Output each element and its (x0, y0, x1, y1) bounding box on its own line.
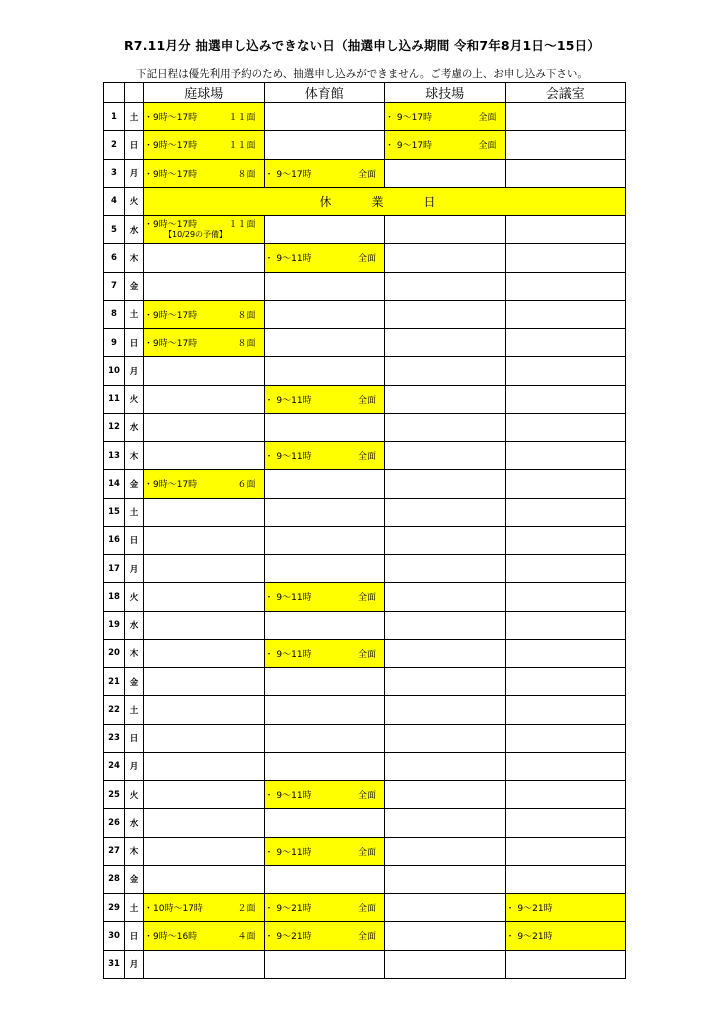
booking-line (265, 845, 385, 858)
booking-area: 全面 (357, 593, 376, 604)
cell-gymnasium (264, 752, 385, 780)
weekday: 月 (125, 159, 144, 187)
booking-time: ・ 9〜17時 (385, 113, 433, 124)
booking-line (385, 110, 505, 123)
cell-meeting-room (505, 922, 626, 950)
day-number: 2 (104, 131, 125, 159)
schedule-body (104, 103, 626, 979)
day-number: 21 (104, 668, 125, 696)
booking-area: 全面 (357, 254, 376, 265)
booking-time: ・ 9〜17時 (264, 169, 312, 180)
booking-time: ・ 9〜21時 (505, 932, 553, 943)
weekday: 木 (125, 837, 144, 865)
booking-line (144, 336, 264, 349)
cell-meeting-room (505, 950, 626, 978)
table-row (104, 442, 626, 470)
weekday: 水 (125, 216, 144, 244)
table-row (104, 526, 626, 554)
cell-gymnasium (264, 272, 385, 300)
cell-ball-field (385, 555, 506, 583)
booking-line (265, 251, 385, 264)
booking-line (385, 138, 505, 151)
cell-gymnasium (264, 950, 385, 978)
cell-ball-field (385, 865, 506, 893)
notice-text: 下記日程は優先利用予約のため、抽選申し込みができません。ご考慮の上、お申し込み下さい。 (136, 68, 588, 80)
booking-line (265, 167, 385, 180)
day-number: 20 (104, 639, 125, 667)
cell-gymnasium (264, 131, 385, 159)
booking-area: ８面 (237, 169, 256, 180)
weekday: 土 (125, 103, 144, 131)
cell-tennis-court (144, 357, 265, 385)
weekday: 金 (125, 865, 144, 893)
booking-time: ・9時〜17時 (144, 169, 198, 180)
table-row (104, 922, 626, 950)
cell-gymnasium (264, 668, 385, 696)
cell-meeting-room (505, 385, 626, 413)
cell-meeting-room (505, 216, 626, 244)
cell-ball-field (385, 526, 506, 554)
cell-meeting-room (505, 413, 626, 441)
booking-time: ・10時〜17時 (144, 904, 203, 915)
weekday: 日 (125, 329, 144, 357)
booking-time: ・9時〜17時 (144, 113, 198, 124)
booking-area: １１面 (228, 113, 256, 124)
day-number: 11 (104, 385, 125, 413)
weekday: 土 (125, 498, 144, 526)
weekday: 土 (125, 696, 144, 724)
day-number: 13 (104, 442, 125, 470)
cell-gymnasium (264, 357, 385, 385)
cell-ball-field (385, 894, 506, 922)
day-number: 27 (104, 837, 125, 865)
cell-tennis-court (144, 470, 265, 498)
cell-meeting-room (505, 809, 626, 837)
cell-ball-field (385, 639, 506, 667)
cell-ball-field (385, 385, 506, 413)
day-number: 22 (104, 696, 125, 724)
booking-time: ・ 9〜11時 (264, 649, 312, 660)
table-row (104, 809, 626, 837)
cell-gymnasium (264, 385, 385, 413)
cell-gymnasium (264, 329, 385, 357)
cell-tennis-court (144, 329, 265, 357)
cell-gymnasium (264, 639, 385, 667)
booking-area: 全面 (478, 113, 497, 124)
day-number: 29 (104, 894, 125, 922)
cell-ball-field (385, 470, 506, 498)
cell-gymnasium (264, 300, 385, 328)
table-row (104, 498, 626, 526)
cell-gymnasium (264, 724, 385, 752)
weekday: 日 (125, 526, 144, 554)
weekday: 土 (125, 300, 144, 328)
cell-gymnasium (264, 413, 385, 441)
booking-line (144, 110, 264, 123)
booking-area: 全面 (357, 169, 376, 180)
booking-time: ・9時〜16時 (144, 932, 198, 943)
table-row (104, 103, 626, 131)
cell-gymnasium (264, 583, 385, 611)
booking-area: 全面 (357, 847, 376, 858)
cell-ball-field (385, 498, 506, 526)
table-row (104, 329, 626, 357)
table-row (104, 583, 626, 611)
cell-ball-field (385, 583, 506, 611)
cell-tennis-court (144, 696, 265, 724)
day-number: 31 (104, 950, 125, 978)
booking-line (265, 788, 385, 801)
schedule-table (103, 82, 626, 979)
cell-ball-field (385, 413, 506, 441)
table-row (104, 752, 626, 780)
booking-line (144, 167, 264, 180)
table-row (104, 413, 626, 441)
booking-time: ・9時〜17時 (144, 141, 198, 152)
day-number: 28 (104, 865, 125, 893)
cell-tennis-court (144, 216, 265, 244)
cell-gymnasium (264, 159, 385, 187)
booking-time: ・ 9〜21時 (505, 904, 553, 915)
booking-time: ・9時〜17時 (144, 480, 198, 491)
booking-line (265, 393, 385, 406)
booking-time: ・ 9〜11時 (264, 395, 312, 406)
cell-tennis-court (144, 894, 265, 922)
cell-tennis-court (144, 385, 265, 413)
cell-gymnasium (264, 837, 385, 865)
booking-area: ４面 (237, 932, 256, 943)
booking-line (144, 138, 264, 151)
cell-tennis-court (144, 668, 265, 696)
table-row (104, 244, 626, 272)
table-row (104, 781, 626, 809)
header-meeting-room: 会議室 (505, 83, 626, 103)
cell-tennis-court (144, 442, 265, 470)
booking-area: １１面 (228, 220, 256, 231)
cell-tennis-court (144, 131, 265, 159)
day-number: 3 (104, 159, 125, 187)
cell-gymnasium (264, 526, 385, 554)
page-title: R7.11月分 抽選申し込みできない日（抽選申し込み期間 令和7年8月1日〜15日） (123, 38, 601, 53)
booking-time: ・ 9〜11時 (264, 791, 312, 802)
table-row (104, 187, 626, 215)
day-number: 9 (104, 329, 125, 357)
closed-day-label: 休 業 日 (144, 187, 626, 215)
cell-ball-field (385, 159, 506, 187)
cell-gymnasium (264, 865, 385, 893)
table-row (104, 668, 626, 696)
cell-ball-field (385, 837, 506, 865)
header-day (104, 83, 125, 103)
day-number: 10 (104, 357, 125, 385)
cell-ball-field (385, 809, 506, 837)
cell-tennis-court (144, 781, 265, 809)
day-number: 25 (104, 781, 125, 809)
weekday: 月 (125, 950, 144, 978)
booking-line (265, 647, 385, 660)
weekday: 火 (125, 781, 144, 809)
cell-ball-field (385, 244, 506, 272)
cell-tennis-court (144, 526, 265, 554)
weekday: 木 (125, 639, 144, 667)
weekday: 火 (125, 385, 144, 413)
weekday: 水 (125, 809, 144, 837)
booking-line (144, 308, 264, 321)
day-number: 30 (104, 922, 125, 950)
weekday: 木 (125, 442, 144, 470)
cell-meeting-room (505, 357, 626, 385)
table-row (104, 272, 626, 300)
weekday: 月 (125, 752, 144, 780)
cell-tennis-court (144, 837, 265, 865)
day-number: 4 (104, 187, 125, 215)
weekday: 月 (125, 357, 144, 385)
cell-meeting-room (505, 159, 626, 187)
cell-ball-field (385, 216, 506, 244)
cell-meeting-room (505, 244, 626, 272)
weekday: 火 (125, 187, 144, 215)
table-row (104, 894, 626, 922)
cell-gymnasium (264, 894, 385, 922)
table-row (104, 950, 626, 978)
cell-tennis-court (144, 103, 265, 131)
cell-ball-field (385, 922, 506, 950)
weekday: 水 (125, 611, 144, 639)
booking-area: 全面 (357, 932, 376, 943)
booking-time: ・ 9〜21時 (264, 932, 312, 943)
cell-meeting-room (505, 894, 626, 922)
booking-line (265, 901, 385, 914)
cell-ball-field (385, 103, 506, 131)
cell-tennis-court (144, 724, 265, 752)
day-number: 19 (104, 611, 125, 639)
cell-gymnasium (264, 244, 385, 272)
booking-line (265, 449, 385, 462)
cell-gymnasium (264, 216, 385, 244)
booking-line (265, 929, 385, 942)
day-number: 17 (104, 555, 125, 583)
booking-line (144, 220, 264, 230)
cell-gymnasium (264, 809, 385, 837)
cell-ball-field (385, 300, 506, 328)
booking-line (144, 477, 264, 490)
booking-area: １１面 (228, 141, 256, 152)
cell-tennis-court (144, 611, 265, 639)
table-row (104, 724, 626, 752)
cell-tennis-court (144, 583, 265, 611)
table-row (104, 216, 626, 244)
day-number: 1 (104, 103, 125, 131)
booking-time: ・9時〜17時 (144, 339, 198, 350)
cell-meeting-room (505, 668, 626, 696)
table-row (104, 470, 626, 498)
booking-time: ・ 9〜11時 (264, 593, 312, 604)
cell-tennis-court (144, 809, 265, 837)
cell-gymnasium (264, 696, 385, 724)
cell-ball-field (385, 724, 506, 752)
booking-time: ・9時〜17時 (144, 310, 198, 321)
booking-area: ８面 (237, 310, 256, 321)
booking-line (144, 901, 264, 914)
cell-meeting-room (505, 611, 626, 639)
cell-tennis-court (144, 752, 265, 780)
booking-line (144, 929, 264, 942)
cell-tennis-court (144, 300, 265, 328)
cell-gymnasium (264, 103, 385, 131)
cell-tennis-court (144, 950, 265, 978)
booking-area: 全面 (478, 141, 497, 152)
cell-tennis-court (144, 272, 265, 300)
cell-ball-field (385, 752, 506, 780)
cell-tennis-court (144, 865, 265, 893)
cell-meeting-room (505, 724, 626, 752)
booking-area: ２面 (237, 904, 256, 915)
weekday: 土 (125, 894, 144, 922)
weekday: 金 (125, 470, 144, 498)
cell-ball-field (385, 950, 506, 978)
header-ball-field: 球技場 (385, 83, 506, 103)
day-number: 8 (104, 300, 125, 328)
day-number: 26 (104, 809, 125, 837)
cell-ball-field (385, 696, 506, 724)
cell-ball-field (385, 611, 506, 639)
cell-gymnasium (264, 555, 385, 583)
cell-meeting-room (505, 837, 626, 865)
booking-area: 全面 (357, 649, 376, 660)
cell-tennis-court (144, 555, 265, 583)
header-weekday (125, 83, 144, 103)
cell-gymnasium (264, 922, 385, 950)
cell-gymnasium (264, 781, 385, 809)
header-gymnasium: 体育館 (264, 83, 385, 103)
cell-tennis-court (144, 639, 265, 667)
booking-note: 【10/29の予備】 (164, 230, 228, 240)
booking-time: ・ 9〜17時 (385, 141, 433, 152)
cell-gymnasium (264, 498, 385, 526)
cell-ball-field (385, 131, 506, 159)
cell-meeting-room (505, 526, 626, 554)
table-row (104, 357, 626, 385)
cell-meeting-room (505, 300, 626, 328)
header-row (104, 83, 626, 103)
cell-meeting-room (505, 555, 626, 583)
cell-ball-field (385, 668, 506, 696)
weekday: 日 (125, 922, 144, 950)
day-number: 23 (104, 724, 125, 752)
day-number: 5 (104, 216, 125, 244)
cell-meeting-room (505, 470, 626, 498)
header-tennis-court: 庭球場 (144, 83, 265, 103)
day-number: 18 (104, 583, 125, 611)
table-row (104, 865, 626, 893)
cell-meeting-room (505, 865, 626, 893)
cell-ball-field (385, 272, 506, 300)
booking-time: ・ 9〜11時 (264, 847, 312, 858)
day-number: 6 (104, 244, 125, 272)
cell-ball-field (385, 781, 506, 809)
day-number: 16 (104, 526, 125, 554)
weekday: 金 (125, 668, 144, 696)
cell-ball-field (385, 329, 506, 357)
cell-gymnasium (264, 611, 385, 639)
booking-line (506, 929, 626, 942)
weekday: 日 (125, 724, 144, 752)
day-number: 24 (104, 752, 125, 780)
cell-ball-field (385, 357, 506, 385)
cell-tennis-court (144, 498, 265, 526)
weekday: 火 (125, 583, 144, 611)
booking-time: ・ 9〜21時 (264, 904, 312, 915)
cell-gymnasium (264, 470, 385, 498)
table-row (104, 300, 626, 328)
cell-meeting-room (505, 696, 626, 724)
cell-gymnasium (264, 442, 385, 470)
table-row (104, 639, 626, 667)
cell-meeting-room (505, 131, 626, 159)
cell-meeting-room (505, 639, 626, 667)
cell-meeting-room (505, 752, 626, 780)
booking-area: 全面 (357, 791, 376, 802)
booking-time: ・ 9〜11時 (264, 452, 312, 463)
weekday: 水 (125, 413, 144, 441)
cell-meeting-room (505, 329, 626, 357)
weekday: 木 (125, 244, 144, 272)
table-row (104, 696, 626, 724)
table-row (104, 555, 626, 583)
cell-tennis-court (144, 159, 265, 187)
cell-meeting-room (505, 272, 626, 300)
booking-time: ・9時〜17時 (144, 220, 198, 231)
booking-area: 全面 (357, 395, 376, 406)
booking-area: ８面 (237, 339, 256, 350)
cell-meeting-room (505, 442, 626, 470)
cell-ball-field (385, 442, 506, 470)
booking-area: ６面 (237, 480, 256, 491)
booking-area: 全面 (357, 904, 376, 915)
cell-tennis-court (144, 244, 265, 272)
booking-line (265, 590, 385, 603)
weekday: 日 (125, 131, 144, 159)
cell-meeting-room (505, 103, 626, 131)
weekday: 月 (125, 555, 144, 583)
table-row (104, 159, 626, 187)
cell-tennis-court (144, 413, 265, 441)
booking-line (506, 901, 626, 914)
cell-meeting-room (505, 781, 626, 809)
cell-meeting-room (505, 498, 626, 526)
table-row (104, 611, 626, 639)
day-number: 14 (104, 470, 125, 498)
weekday: 金 (125, 272, 144, 300)
table-row (104, 131, 626, 159)
day-number: 12 (104, 413, 125, 441)
booking-area: 全面 (357, 452, 376, 463)
booking-time: ・ 9〜11時 (264, 254, 312, 265)
cell-tennis-court (144, 922, 265, 950)
day-number: 15 (104, 498, 125, 526)
cell-meeting-room (505, 583, 626, 611)
table-row (104, 837, 626, 865)
table-row (104, 385, 626, 413)
day-number: 7 (104, 272, 125, 300)
